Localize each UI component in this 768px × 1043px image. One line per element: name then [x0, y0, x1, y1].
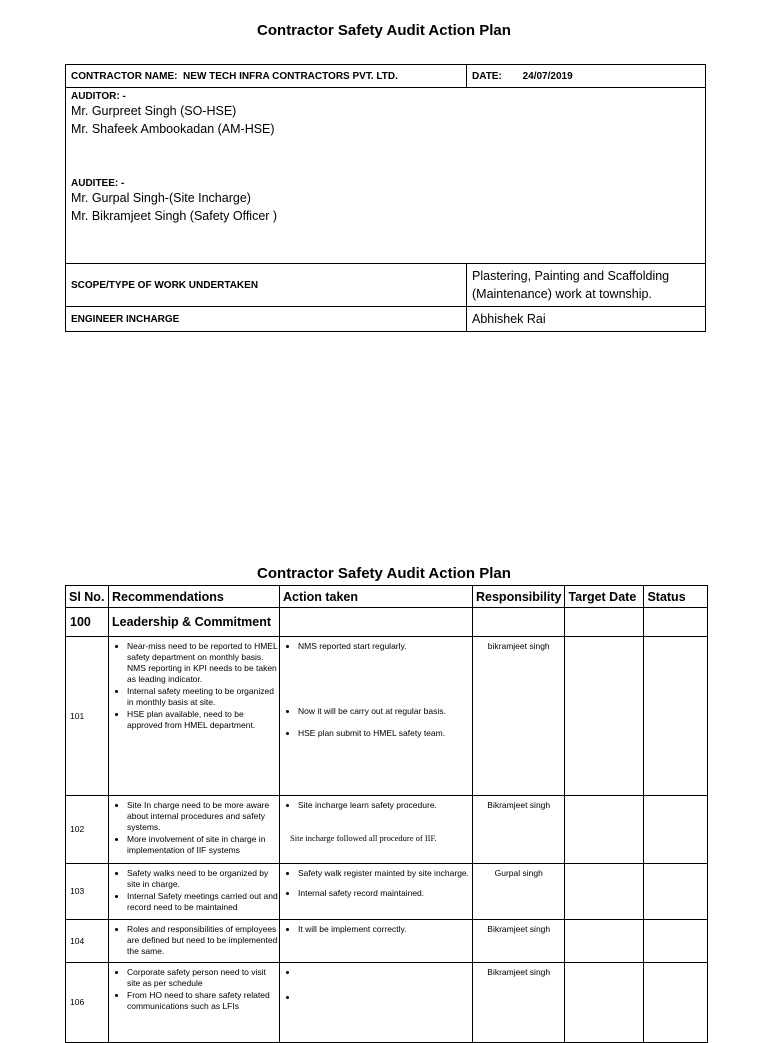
recommendation-item: • Internal safety meeting to be organized in monthly basis at site.	[127, 686, 279, 708]
action-item: • NMS reported start regularly.	[298, 641, 472, 652]
table-row	[66, 637, 708, 796]
scope-label: SCOPE/TYPE OF WORK UNDERTAKEN	[71, 279, 259, 291]
action-item: • Internal safety record maintained.	[298, 888, 472, 899]
action-item: • Site incharge learn safety procedure.	[298, 800, 472, 811]
row-number: 101	[66, 637, 109, 796]
date-cell	[467, 65, 706, 88]
engineer-label-cell	[66, 307, 467, 332]
action-item: Site incharge followed all procedure of IIF.	[290, 833, 437, 843]
table-row	[66, 963, 708, 1043]
section-name: Leadership & Commitment	[109, 608, 280, 637]
row-number: 106	[66, 963, 109, 1043]
column-header: Sl No.	[66, 586, 109, 608]
recommendations-cell	[109, 920, 280, 963]
contractor-cell	[66, 65, 467, 88]
recommendations-cell	[109, 637, 280, 796]
engineer-label: ENGINEER INCHARGE	[71, 313, 180, 325]
status-cell	[644, 864, 708, 920]
action-plan-table	[65, 585, 708, 1043]
table-row	[66, 864, 708, 920]
auditee-name: Mr. Bikramjeet Singh (Safety Officer )	[71, 209, 278, 223]
table-row	[66, 920, 708, 963]
contractor-value: NEW TECH INFRA CONTRACTORS PVT. LTD.	[183, 70, 398, 82]
action-cell	[280, 796, 473, 864]
status-cell	[644, 963, 708, 1043]
audit-table-title: Contractor Safety Audit Action Plan	[257, 565, 511, 582]
target-date-cell	[565, 637, 644, 796]
table-row	[66, 796, 708, 864]
target-date-cell	[565, 963, 644, 1043]
recommendations-cell	[109, 864, 280, 920]
responsibility-cell: Bikramjeet singh	[473, 920, 565, 963]
status-cell	[644, 920, 708, 963]
action-cell	[280, 920, 473, 963]
action-item: • Safety walk register mainted by site incharge.	[298, 868, 472, 879]
document-title: Contractor Safety Audit Action Plan	[257, 22, 511, 39]
column-header: Action taken	[280, 586, 473, 608]
recommendation-item: • Roles and responsibilities of employees are defined but need to be implemented the same.	[127, 924, 279, 957]
responsibility-cell: Bikramjeet singh	[473, 796, 565, 864]
auditor-name: Mr. Shafeek Ambookadan (AM-HSE)	[71, 122, 275, 136]
action-item: • Now it will be carry out at regular basis.	[298, 706, 472, 717]
row-number: 103	[66, 864, 109, 920]
column-header: Responsibility	[473, 586, 565, 608]
column-header: Status	[644, 586, 708, 608]
table-header-row	[66, 586, 708, 608]
date-label: DATE:	[472, 70, 502, 82]
auditee-name: Mr. Gurpal Singh-(Site Incharge)	[71, 191, 251, 205]
status-cell	[644, 796, 708, 864]
row-number: 104	[66, 920, 109, 963]
responsibility-cell: Bikramjeet singh	[473, 963, 565, 1043]
section-number: 100	[66, 608, 109, 637]
recommendation-item: • More involvement of site in charge in implementation of IIF systems	[127, 834, 279, 856]
action-item: • HSE plan submit to HMEL safety team.	[298, 728, 472, 739]
action-cell	[280, 963, 473, 1043]
scope-value: Plastering, Painting and Scaffolding	[472, 269, 670, 283]
action-item	[298, 967, 472, 978]
scope-label-cell	[66, 264, 467, 307]
recommendation-item: • Safety walks need to be organized by site in charge.	[127, 868, 279, 890]
scope-value: (Maintenance) work at township.	[472, 287, 652, 301]
section-row	[66, 608, 708, 637]
recommendation-item: • Near-miss need to be reported to HMEL safety department on monthly basis. NMS reporting in KPI needs to be taken as leading indicator.	[127, 641, 279, 685]
auditor-auditee-cell	[66, 88, 706, 264]
target-date-cell	[565, 796, 644, 864]
scope-value-cell	[467, 264, 706, 307]
status-cell	[644, 637, 708, 796]
target-date-cell	[565, 864, 644, 920]
audit-header-table	[65, 64, 706, 332]
recommendation-item: • Site In charge need to be more aware about internal procedures and safety systems.	[127, 800, 279, 833]
action-cell	[280, 864, 473, 920]
column-header: Recommendations	[109, 586, 280, 608]
recommendations-cell	[109, 963, 280, 1043]
responsibility-cell: bikramjeet singh	[473, 637, 565, 796]
recommendation-item: • HSE plan available, need to be approved from HMEL department.	[127, 709, 279, 731]
responsibility-cell: Gurpal singh	[473, 864, 565, 920]
recommendation-item: • From HO need to share safety related communications such as LFIs	[127, 990, 279, 1012]
engineer-value-cell	[467, 307, 706, 332]
column-header: Target Date	[565, 586, 644, 608]
date-value: 24/07/2019	[522, 70, 573, 82]
recommendations-cell	[109, 796, 280, 864]
auditor-label: AUDITOR: -	[71, 91, 126, 102]
auditee-label: AUDITEE: -	[71, 178, 125, 189]
row-number: 102	[66, 796, 109, 864]
action-item: • It will be implement correctly.	[298, 924, 472, 935]
recommendation-item: • Corporate safety person need to visit site as per schedule	[127, 967, 279, 989]
action-cell	[280, 637, 473, 796]
contractor-label: CONTRACTOR NAME:	[71, 70, 178, 82]
auditor-name: Mr. Gurpreet Singh (SO-HSE)	[71, 104, 237, 118]
engineer-value: Abhishek Rai	[472, 312, 546, 326]
target-date-cell	[565, 920, 644, 963]
action-item	[298, 992, 472, 1003]
recommendation-item: • Internal Safety meetings carried out and record need to be maintained	[127, 891, 279, 913]
